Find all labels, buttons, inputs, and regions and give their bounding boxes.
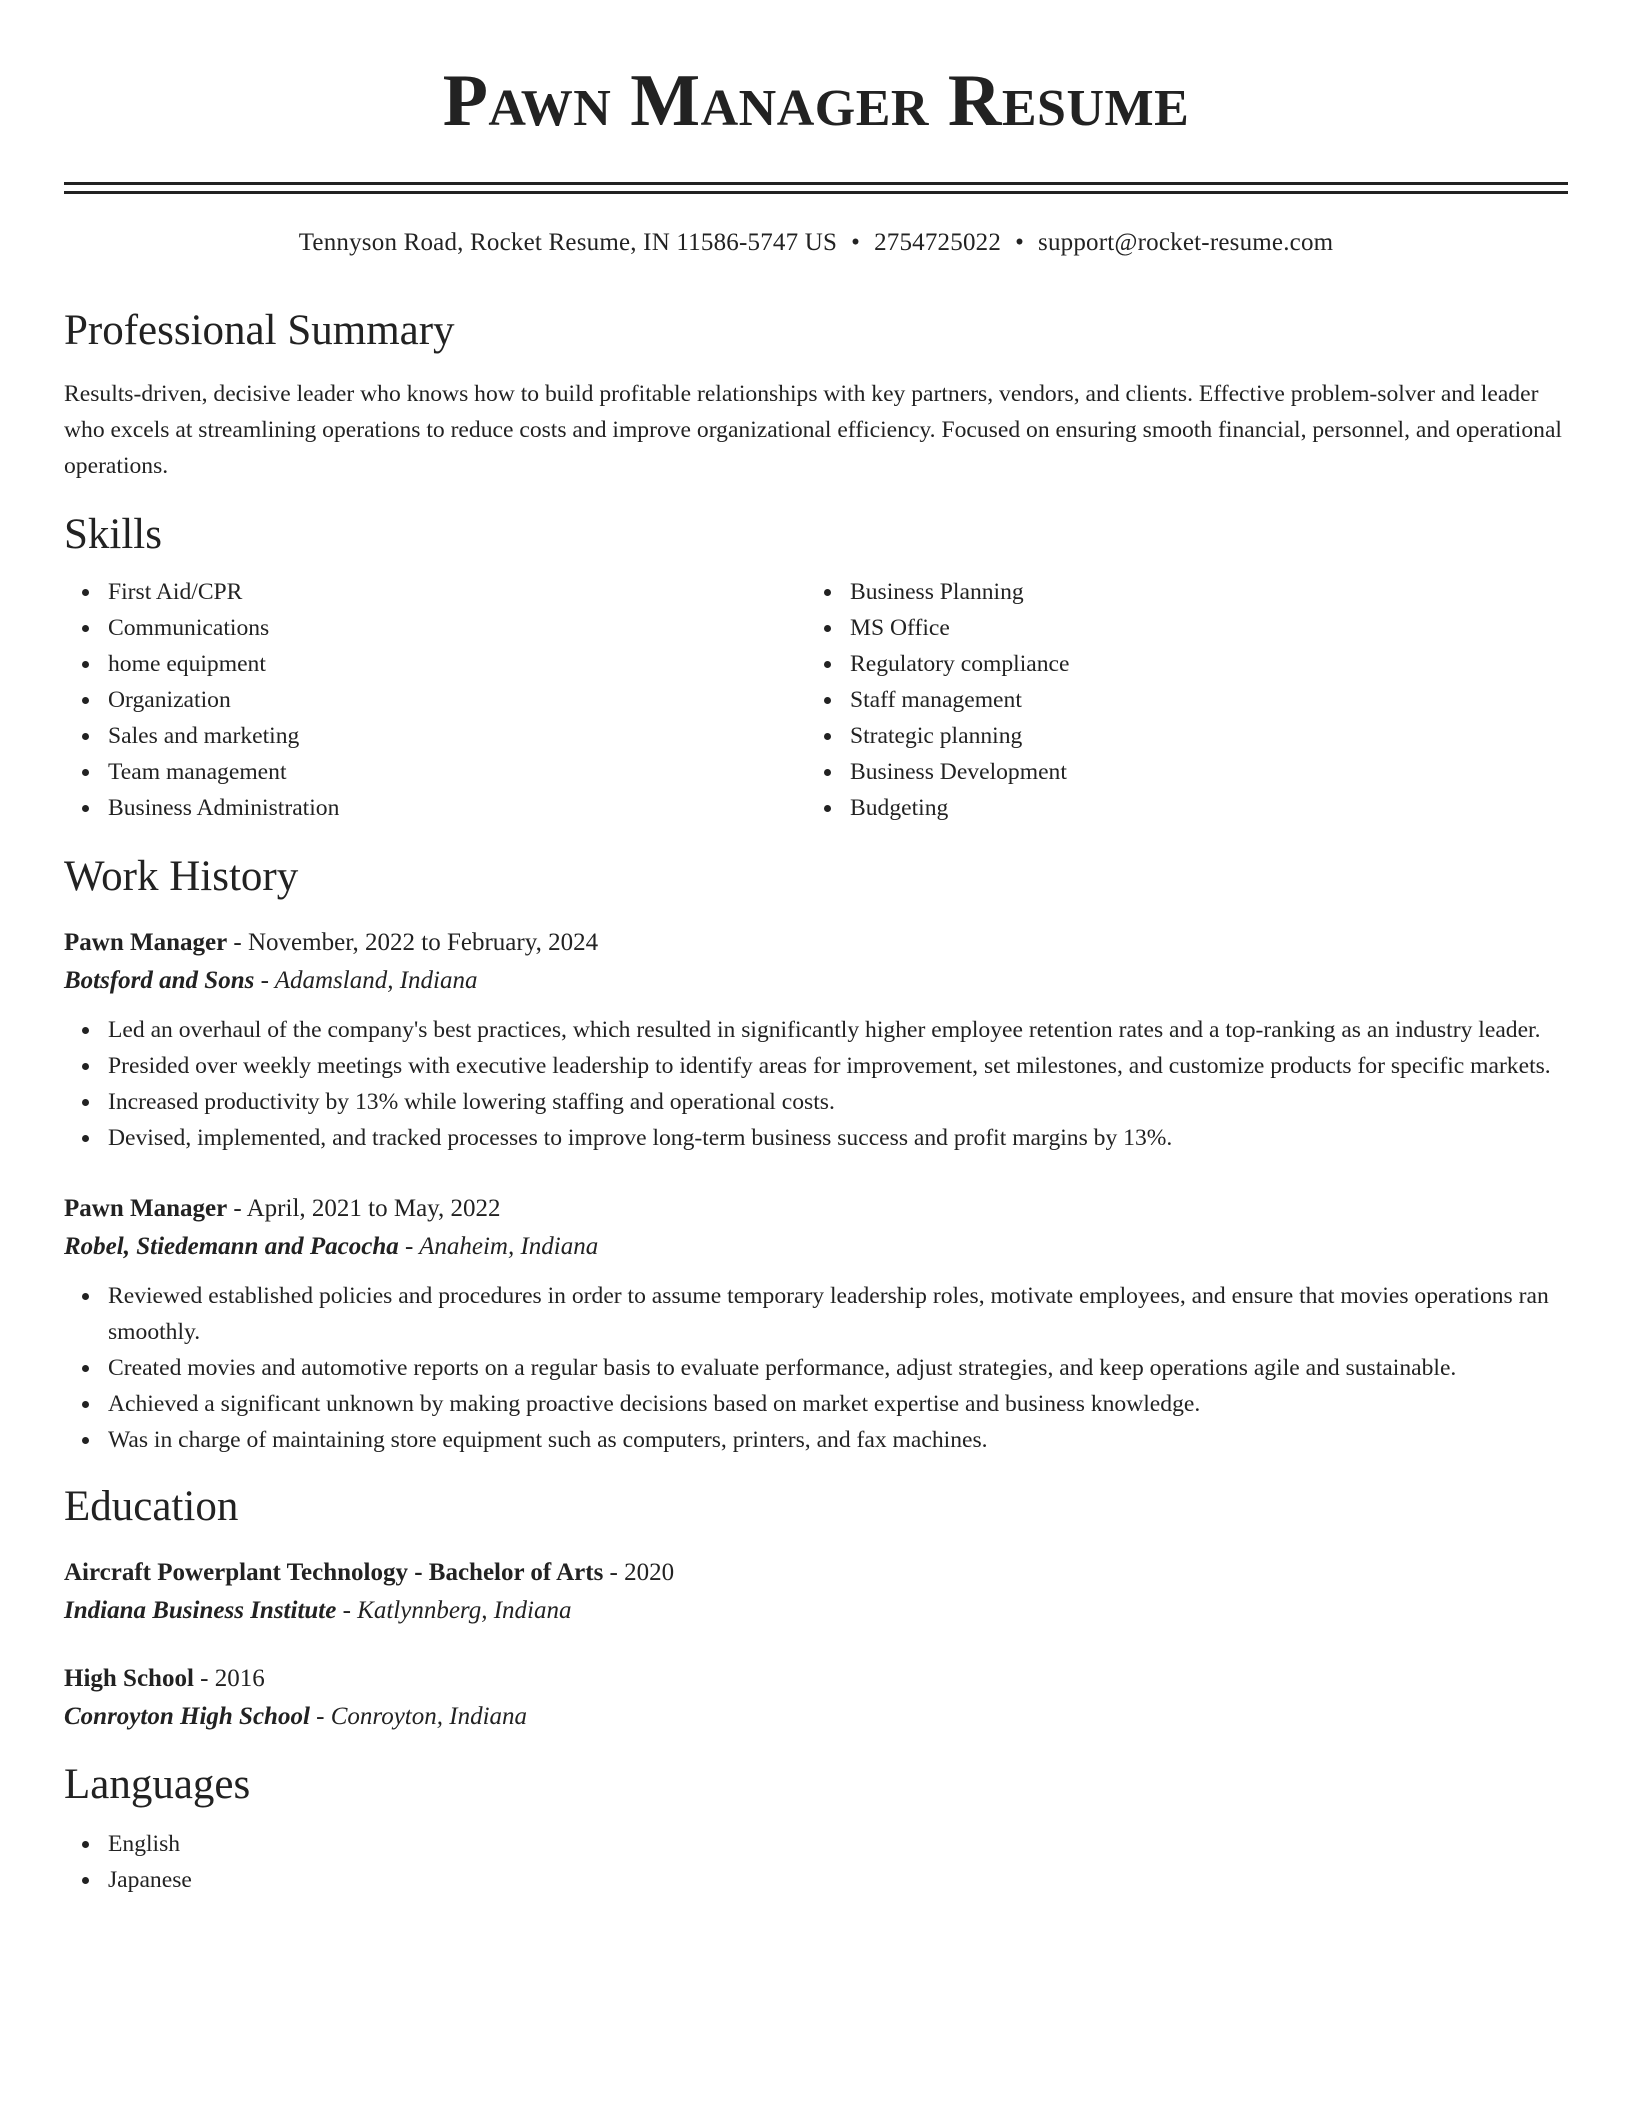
- education-entry: [64, 1660, 1568, 1736]
- job-company-line: [64, 1228, 1568, 1266]
- summary-section: [64, 304, 1568, 484]
- skill-item: Strategic planning: [850, 718, 1548, 754]
- skill-item: Team management: [108, 754, 806, 790]
- contact-email: support@rocket-resume.com: [1038, 229, 1334, 256]
- education-degree: Aircraft Powerplant Technology - Bachelor of Arts: [64, 1559, 604, 1586]
- work-history-section: [64, 850, 1568, 1458]
- job-company-line: [64, 962, 1568, 1000]
- job-bullet: Increased productivity by 13% while lowering staffing and operational costs.: [108, 1084, 1568, 1120]
- job-title-line: [64, 924, 1568, 962]
- education-year: - 2016: [193, 1665, 265, 1692]
- job-entry: [64, 1190, 1568, 1458]
- contact-phone: 2754725022: [874, 229, 1002, 256]
- skill-item: Staff management: [850, 682, 1548, 718]
- skill-item: Communications: [108, 610, 806, 646]
- skill-item: home equipment: [108, 646, 806, 682]
- skills-heading: Skills: [64, 511, 162, 558]
- job-bullets: [64, 1278, 1568, 1458]
- education-degree-line: [64, 1660, 1568, 1698]
- job-location: - Adamsland, Indiana: [254, 967, 478, 994]
- contact-address: Tennyson Road, Rocket Resume, IN 11586-5747 US: [298, 229, 838, 256]
- education-degree-line: [64, 1554, 1568, 1592]
- skills-list-left: [64, 574, 806, 826]
- languages-section: [64, 1758, 1568, 1898]
- education-location: - Katlynnberg, Indiana: [336, 1597, 572, 1624]
- job-company: Botsford and Sons: [64, 967, 255, 994]
- job-title: Pawn Manager: [64, 929, 228, 956]
- title-double-rule: [64, 182, 1568, 194]
- languages-heading: Languages: [64, 1761, 251, 1808]
- education-degree: High School: [64, 1665, 194, 1692]
- education-location: - Conroyton, Indiana: [309, 1703, 528, 1730]
- skills-section: [64, 508, 1568, 826]
- skill-item: Regulatory compliance: [850, 646, 1548, 682]
- skill-item: Organization: [108, 682, 806, 718]
- resume-title: Pawn Manager Resume: [442, 60, 1190, 142]
- skill-item: Budgeting: [850, 790, 1548, 826]
- job-dates: - November, 2022 to February, 2024: [227, 929, 599, 956]
- skill-item: Business Administration: [108, 790, 806, 826]
- job-company: Robel, Stiedemann and Pacocha: [64, 1233, 399, 1260]
- contact-separator: •: [851, 229, 861, 256]
- education-school-line: [64, 1592, 1568, 1630]
- job-bullet: Created movies and automotive reports on a regular basis to evaluate performance, adjust strategies, and keep operations agile and sustainable.: [108, 1350, 1568, 1386]
- education-school-line: [64, 1698, 1568, 1736]
- education-section: [64, 1480, 1568, 1736]
- skill-item: Business Planning: [850, 574, 1548, 610]
- contact-separator: •: [1015, 229, 1025, 256]
- skills-columns: [64, 574, 1568, 826]
- skill-item: Sales and marketing: [108, 718, 806, 754]
- education-entry: [64, 1554, 1568, 1630]
- job-dates: - April, 2021 to May, 2022: [227, 1195, 501, 1222]
- education-heading: Education: [64, 1483, 239, 1530]
- languages-list: [64, 1826, 1568, 1898]
- job-bullet: Achieved a significant unknown by making proactive decisions based on market expertise and business knowledge.: [108, 1386, 1568, 1422]
- job-bullet: Led an overhaul of the company's best practices, which resulted in significantly higher employee retention rates and a top-ranking as an industry leader.: [108, 1012, 1568, 1048]
- summary-heading: Professional Summary: [64, 307, 455, 354]
- education-school: Conroyton High School: [64, 1703, 310, 1730]
- job-bullet: Reviewed established policies and procedures in order to assume temporary leadership roles, motivate employees, and ensure that movies operations ran smoothly.: [108, 1278, 1568, 1350]
- job-bullet: Presided over weekly meetings with executive leadership to identify areas for improvement, set milestones, and customize products for specific markets.: [108, 1048, 1568, 1084]
- job-title-line: [64, 1190, 1568, 1228]
- education-school: Indiana Business Institute: [64, 1597, 337, 1624]
- job-bullets: [64, 1012, 1568, 1156]
- job-location: - Anaheim, Indiana: [398, 1233, 599, 1260]
- language-item: English: [108, 1826, 1568, 1862]
- summary-text: Results-driven, decisive leader who knows how to build profitable relationships with key partners, vendors, and clients. Effective problem-solver and leader who excels at streamlining operations to reduce costs and improve organizational efficiency. Focused on ensuring smooth financial, personnel, and operational operations.: [64, 381, 1562, 479]
- education-year: - 2020: [603, 1559, 675, 1586]
- skill-item: Business Development: [850, 754, 1548, 790]
- job-bullet: Devised, implemented, and tracked processes to improve long-term business success and profit margins by 13%.: [108, 1120, 1568, 1156]
- skills-list-right: [806, 574, 1548, 826]
- job-title: Pawn Manager: [64, 1195, 228, 1222]
- skill-item: MS Office: [850, 610, 1548, 646]
- contact-line: [64, 226, 1568, 260]
- skill-item: First Aid/CPR: [108, 574, 806, 610]
- work-history-heading: Work History: [64, 853, 299, 900]
- language-item: Japanese: [108, 1862, 1568, 1898]
- job-bullet: Was in charge of maintaining store equipment such as computers, printers, and fax machines.: [108, 1422, 1568, 1458]
- job-entry: [64, 924, 1568, 1156]
